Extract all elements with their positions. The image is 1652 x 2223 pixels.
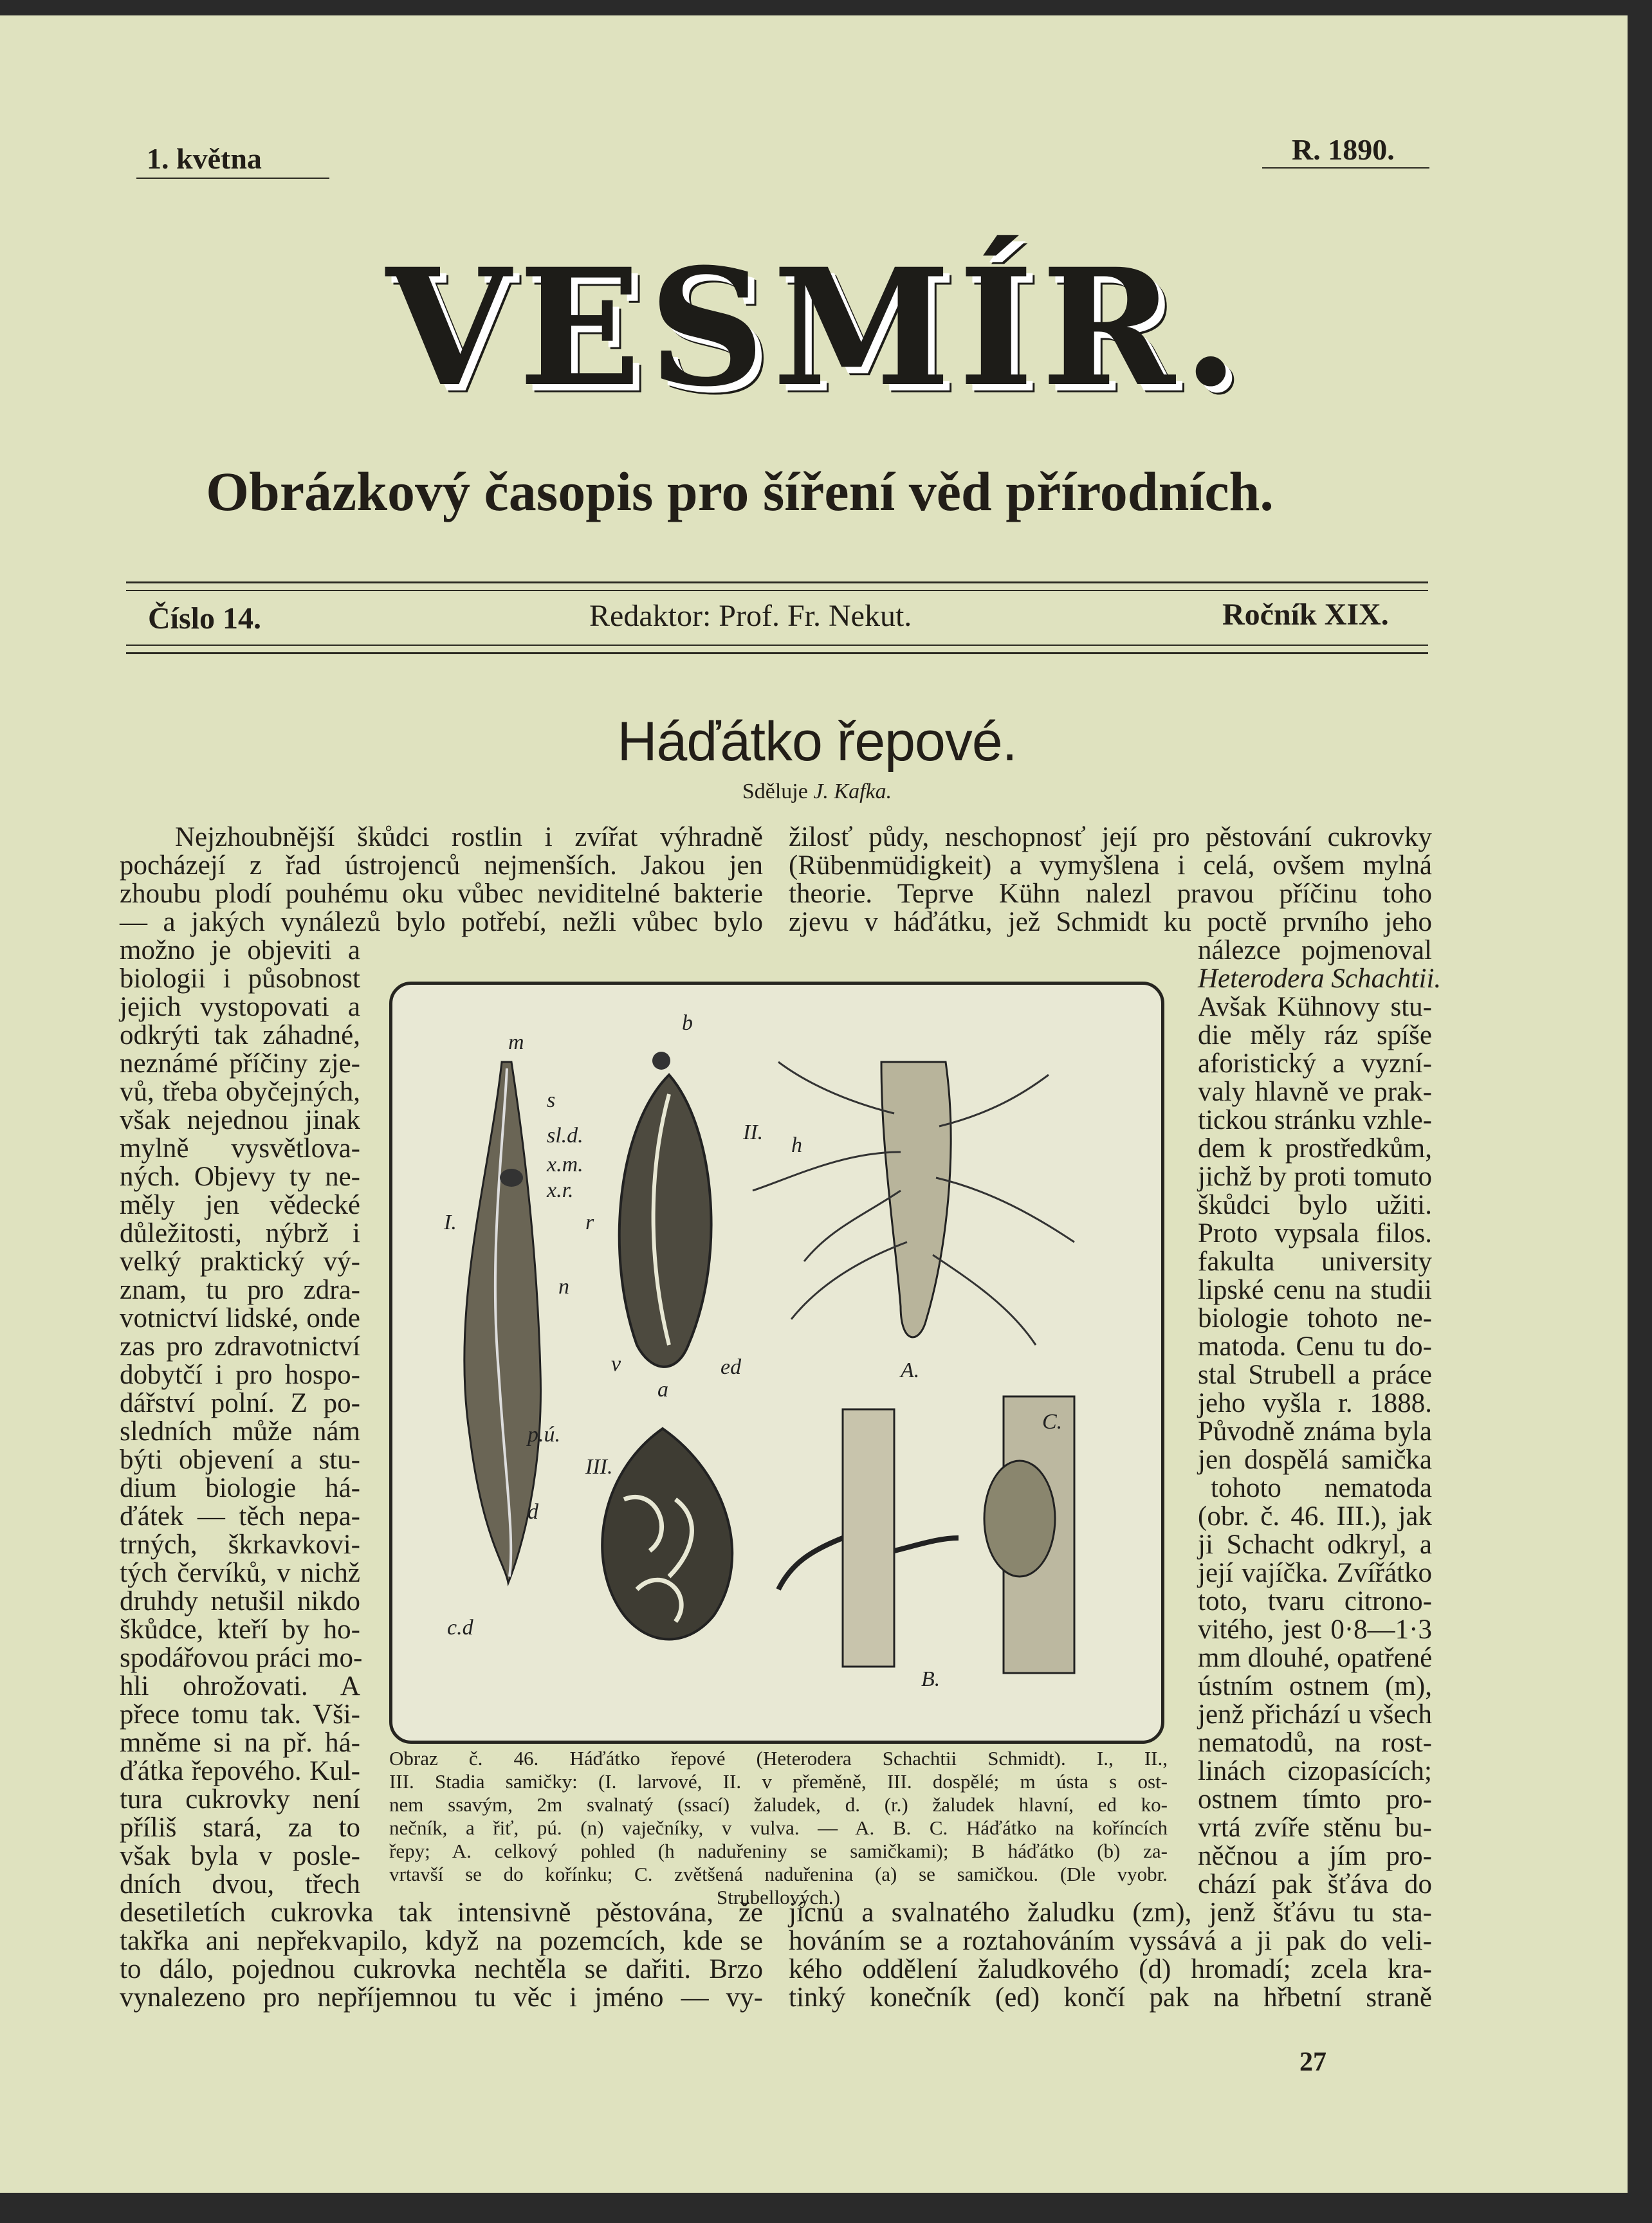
col1-narrow-line: votnictví lidské, onde <box>120 1303 360 1333</box>
figure-illustration <box>392 985 1161 1741</box>
col1-bottom-line: vynalezeno pro nepříjemnou tu věc i jméno — vy- <box>120 1982 763 2013</box>
col1-narrow-line: škůdce, kteří by ho- <box>120 1615 360 1645</box>
col2-narrow-line: její vajíčka. Zvířátko <box>1198 1558 1432 1588</box>
col1-top-line: Nejzhoubnější škůdci rostlin i zvířat výhradně <box>175 822 763 852</box>
fig-label: p.ú. <box>528 1423 560 1447</box>
col2-top-line: theorie. Teprve Kühn nalezl pravou příčinu toho <box>789 879 1432 909</box>
transition-stage-drawing <box>620 1052 711 1367</box>
col2-bottom-line: hováním se a roztahováním vyssává a ji pak do veli- <box>789 1926 1432 1956</box>
issue-date: 1. května <box>147 142 262 175</box>
article-byline <box>643 780 991 804</box>
col1-narrow-line: dium biologie há- <box>120 1473 360 1503</box>
year-underline <box>1262 167 1429 169</box>
fig-label: A. <box>901 1358 920 1382</box>
caption-line: nem ssavým, 2m svalnatý (ssací) žaludek, d. (r.) žaludek hlavní, ed ko- <box>389 1793 1168 1816</box>
fig-label: x.m. <box>547 1153 583 1176</box>
col1-bottom-line: to dálo, pojednou cukrovka nechtěla se dařiti. Brzo <box>120 1954 763 1984</box>
masthead-title: VESMÍR. <box>386 233 1247 422</box>
col1-narrow-line: velký praktický vý- <box>120 1247 360 1277</box>
fig-label: C. <box>1042 1410 1063 1434</box>
col1-narrow-line: přece tomu tak. Vši- <box>120 1699 360 1730</box>
col2-narrow-line: matoda. Cenu tu do- <box>1198 1331 1432 1362</box>
header-rule-bottom <box>126 645 1428 646</box>
col2-narrow-line: Původně známa byla <box>1198 1416 1432 1447</box>
col1-narrow-line: sledních může nám <box>120 1416 360 1447</box>
col1-narrow-line: příliš stará, za to <box>120 1813 360 1843</box>
adult-female-drawing <box>602 1429 732 1640</box>
col2-narrow-line: vitého, jest 0·8—1·3 <box>1198 1615 1432 1645</box>
figure-caption <box>389 1747 1168 1909</box>
fig-label: h <box>791 1133 802 1157</box>
col2-narrow-line: jichž by proti tomuto <box>1198 1162 1432 1192</box>
col1-narrow-line: měly jen vědecké <box>120 1190 360 1220</box>
col2-narrow-line: tohoto nematoda <box>1211 1473 1432 1503</box>
col2-narrow-line: jenž přichází u všech <box>1198 1699 1432 1730</box>
fig-label: B. <box>921 1667 941 1691</box>
col2-narrow-line: škůdci bylo užiti. <box>1198 1190 1432 1220</box>
fig-label: c.d <box>447 1616 473 1640</box>
col2-narrow-line: Avšak Kühnovy stu- <box>1198 992 1432 1022</box>
fig-label: III. <box>585 1455 613 1479</box>
col1-narrow-line: neznámé příčiny zje- <box>120 1048 360 1079</box>
caption-line: III. Stadia samičky: (I. larvové, II. v přeměně, III. dospělé; m ústa s ost- <box>389 1770 1168 1793</box>
col1-narrow-line: tých červíků, v nichž <box>120 1558 360 1588</box>
fig-label: x.r. <box>547 1178 574 1202</box>
col1-narrow-line: dních dvou, třech <box>120 1869 360 1899</box>
col2-narrow-line: jen dospělá samička <box>1198 1445 1432 1475</box>
col2-narrow-line: toto, tvaru citrono- <box>1198 1586 1432 1616</box>
volume-number: Ročník XIX. <box>1222 598 1389 632</box>
col2-narrow-line: nematodů, na rost- <box>1198 1728 1432 1758</box>
col1-narrow-line: mněme si na př. há- <box>120 1728 360 1758</box>
article-title: Háďátko řepové. <box>617 711 1017 773</box>
fig-label: d <box>528 1500 538 1524</box>
col1-narrow-line: dobytčí i pro hospo- <box>120 1360 360 1390</box>
byline-prefix: Sděluje <box>742 780 808 803</box>
col2-narrow-line: tickou stránku vzhle- <box>1198 1105 1432 1135</box>
col2-narrow-line: aforistický a vyzní- <box>1198 1048 1432 1079</box>
fig-label: n <box>558 1275 569 1299</box>
col1-narrow-line: možno je objeviti a <box>120 935 360 965</box>
journal-subtitle: Obrázkový časopis pro šíření věd přírodních. <box>206 461 1274 522</box>
col2-narrow-line: (obr. č. 46. III.), jak <box>1198 1501 1432 1532</box>
header-rule-top-2 <box>126 590 1428 591</box>
col1-narrow-line: odkrýti tak záhadné, <box>120 1020 360 1050</box>
col1-top-line: zhoubu plodí pouhému oku vůbec neviditelné bakterie <box>120 879 763 909</box>
fig-label: I. <box>444 1211 457 1234</box>
fig-label: II. <box>743 1121 764 1144</box>
col1-narrow-line: jejich vystopovati a <box>120 992 360 1022</box>
byline-author: J. Kafka. <box>813 780 892 803</box>
page-number: 27 <box>1299 2047 1326 2077</box>
caption-line: nečník, a řiť, pú. (n) vaječníky, v vulva. — A. B. C. Háďátko na koříncích <box>389 1816 1168 1839</box>
col1-narrow-line: býti objevení a stu- <box>120 1445 360 1475</box>
fig-label: sl.d. <box>547 1124 583 1148</box>
col1-bottom-line: desetiletích cukrovka tak intensivně pěstována, že <box>120 1898 763 1928</box>
fig-label: s <box>547 1088 556 1112</box>
fig-label: b <box>682 1011 693 1035</box>
col2-narrow-line: jeho vyšla r. 1888. <box>1198 1388 1432 1418</box>
caption-line: řepy; A. celkový pohled (h naduřeniny se samičkami); B háďátko (b) za- <box>389 1840 1168 1862</box>
fig-label: a <box>657 1378 668 1402</box>
header-rule-top <box>126 581 1428 583</box>
col1-narrow-line: hli ohrožovati. A <box>120 1671 360 1701</box>
col2-narrow-line: chází pak šťáva do <box>1198 1869 1432 1899</box>
col2-bottom-line: kého oddělení žaludkového (d) hromadí; zcela kra- <box>789 1954 1432 1984</box>
col1-narrow-line: druhdy netušil nikdo <box>120 1586 360 1616</box>
caption-line: Obraz č. 46. Háďátko řepové (Heterodera Schachtii Schmidt). I., II., <box>389 1747 1168 1770</box>
col1-narrow-line: trných, škrkavkovi- <box>120 1530 360 1560</box>
col1-top-line: — a jakých vynálezů bylo potřebí, nežli vůbec bylo <box>120 907 763 937</box>
issue-year: R. 1890. <box>1292 133 1395 166</box>
col1-narrow-line: však byla v posle- <box>120 1841 360 1871</box>
col1-narrow-line: tura cukrovky není <box>120 1784 360 1815</box>
issue-number: Číslo 14. <box>148 601 262 636</box>
col2-narrow-line: fakulta university <box>1198 1247 1432 1277</box>
col1-narrow-line: ďátka řepového. Kul- <box>120 1756 360 1786</box>
col2-narrow-line: Proto vypsala filos. <box>1198 1218 1432 1249</box>
col2-narrow-line: valy hlavně ve prak- <box>1198 1077 1432 1107</box>
col2-narrow-line: něčnou a jím pro- <box>1198 1841 1432 1871</box>
rootlet-drawing-B <box>778 1409 959 1667</box>
col1-narrow-line: důležitosti, nýbrž i <box>120 1218 360 1249</box>
col1-narrow-line: znam, tu pro zdra- <box>120 1275 360 1305</box>
col1-narrow-line: biologii i působnost <box>120 964 360 994</box>
beet-root-drawing-A <box>753 1062 1074 1345</box>
caption-line: vrtavší se do kořínku; C. zvětšená naduřenina (a) se samičkou. (Dle vyobr. <box>389 1863 1168 1885</box>
col2-top-line: zjevu v háďátku, jež Schmidt ku poctě prvního jeho <box>789 907 1432 937</box>
col2-narrow-line: ji Schacht odkryl, a <box>1198 1530 1432 1560</box>
col1-bottom-line: takřka ani nepřekvapilo, když na pozemcích, kde se <box>120 1926 763 1956</box>
figure-frame <box>389 982 1164 1744</box>
col2-narrow-line: stal Strubell a práce <box>1198 1360 1432 1390</box>
col2-bottom-line: jícnu a svalnatého žaludku (zm), jenž šťávu tu sta- <box>789 1898 1432 1928</box>
col2-narrow-line: nálezce pojmenoval <box>1198 935 1432 965</box>
col2-narrow-line: ostnem tímto pro- <box>1198 1784 1432 1815</box>
col2-narrow-line: ústním ostnem (m), <box>1198 1671 1432 1701</box>
col2-narrow-line: dem k prostředkům, <box>1198 1133 1432 1164</box>
col1-narrow-line: vů, třeba obyčejných, <box>120 1077 360 1107</box>
col2-top-line: (Rübenmüdigkeit) a vymyšlena i celá, ovšem mylná <box>789 850 1432 881</box>
col1-narrow-line: zas pro zdravotnictví <box>120 1331 360 1362</box>
col2-narrow-line: biologie tohoto ne- <box>1198 1303 1432 1333</box>
col1-narrow-line: ných. Objevy ty ne- <box>120 1162 360 1192</box>
col2-narrow-line: mm dlouhé, opatřené <box>1198 1643 1433 1673</box>
col1-narrow-line: ďátek — těch nepa- <box>120 1501 360 1532</box>
date-underline <box>136 178 329 179</box>
editor-line: Redaktor: Prof. Fr. Nekut. <box>589 599 912 633</box>
col2-bottom-line: tinký konečník (ed) končí pak na hřbetní straně <box>789 1982 1432 2013</box>
col1-narrow-line: mylně vysvětlova- <box>120 1133 360 1164</box>
col2-narrow-line: vrtá zvíře stěnu bu- <box>1198 1813 1432 1843</box>
fig-label: r <box>585 1211 594 1234</box>
col2-narrow-line: die měly ráz spíše <box>1198 1020 1432 1050</box>
col2-narrow-line: Heterodera Schachtii. <box>1198 964 1442 994</box>
caption-line: Strubellových.) <box>717 1886 840 1908</box>
col1-narrow-line: dářství polní. Z po- <box>120 1388 360 1418</box>
col1-top-line: pocházejí z řad ústrojenců nejmenších. Jakou jen <box>120 850 763 881</box>
col1-narrow-line: však nejednou jinak <box>120 1105 360 1135</box>
swelling-drawing-C <box>984 1396 1074 1673</box>
fig-label: ed <box>720 1355 742 1379</box>
col2-top-line: žilosť půdy, neschopnosť její pro pěstování cukrovky <box>789 822 1432 852</box>
fig-label: v <box>611 1352 621 1376</box>
col2-narrow-line: lipské cenu na studii <box>1198 1275 1432 1305</box>
header-rule-bottom-2 <box>126 652 1428 654</box>
col1-narrow-line: spodářovou práci mo- <box>120 1643 363 1673</box>
col2-narrow-line: linách cizopasících; <box>1198 1756 1432 1786</box>
fig-label: m <box>508 1030 524 1054</box>
journal-page <box>0 15 1628 2193</box>
